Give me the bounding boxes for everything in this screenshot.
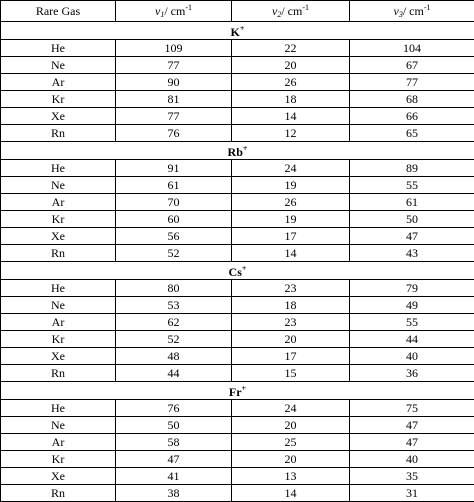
cell-v2: 18 [232, 297, 350, 314]
group-header-row [1, 262, 474, 280]
table-row [1, 468, 474, 485]
header-rare-gas: Rare Gas [1, 1, 116, 22]
cell-v2: 17 [232, 348, 350, 365]
cell-v2: 26 [232, 194, 350, 211]
cell-v3: 47 [350, 434, 474, 451]
cell-v3: 55 [350, 177, 474, 194]
cell-v3: 47 [350, 228, 474, 245]
cell-v1: 52 [116, 245, 232, 262]
table-row [1, 125, 474, 142]
cell-v3: 47 [350, 417, 474, 434]
cell-v2: 19 [232, 211, 350, 228]
cell-v2: 24 [232, 160, 350, 177]
cell-v2: 23 [232, 280, 350, 297]
cell-v1: 53 [116, 297, 232, 314]
cell-v2: 12 [232, 125, 350, 142]
table-row [1, 160, 474, 177]
cell-v3: 77 [350, 74, 474, 91]
cell-rare-gas: Xe [1, 348, 116, 365]
cell-rare-gas: Ne [1, 297, 116, 314]
cell-v1: 62 [116, 314, 232, 331]
cell-v1: 109 [116, 40, 232, 57]
cell-v1: 38 [116, 485, 232, 502]
cell-v1: 77 [116, 57, 232, 74]
table-row [1, 194, 474, 211]
table-row [1, 245, 474, 262]
cell-v3: 61 [350, 194, 474, 211]
cell-v2: 19 [232, 177, 350, 194]
table-row [1, 177, 474, 194]
cell-v3: 44 [350, 331, 474, 348]
cell-v1: 47 [116, 451, 232, 468]
cell-v3: 67 [350, 57, 474, 74]
cell-v2: 14 [232, 485, 350, 502]
ion-group-label: K+ [1, 22, 474, 40]
cell-v2: 24 [232, 400, 350, 417]
cell-rare-gas: Kr [1, 451, 116, 468]
cell-v1: 41 [116, 468, 232, 485]
cell-rare-gas: Rn [1, 125, 116, 142]
cell-v1: 77 [116, 108, 232, 125]
header-v1: $\nu_1/$ $cm^{-1}$ [116, 1, 232, 22]
cell-v1: 76 [116, 125, 232, 142]
cell-rare-gas: He [1, 400, 116, 417]
cell-rare-gas: Ar [1, 314, 116, 331]
cell-rare-gas: He [1, 160, 116, 177]
cell-v2: 14 [232, 245, 350, 262]
cell-v3: 40 [350, 348, 474, 365]
cell-v3: 89 [350, 160, 474, 177]
cell-v2: 14 [232, 108, 350, 125]
cell-rare-gas: Ar [1, 434, 116, 451]
cell-v1: 44 [116, 365, 232, 382]
table-row [1, 280, 474, 297]
table-row [1, 365, 474, 382]
table-row [1, 57, 474, 74]
cell-v1: 81 [116, 91, 232, 108]
table-row [1, 400, 474, 417]
table-row [1, 348, 474, 365]
table-row [1, 297, 474, 314]
cell-rare-gas: Ar [1, 194, 116, 211]
cell-v3: 68 [350, 91, 474, 108]
cell-v1: 58 [116, 434, 232, 451]
header-v2: $\nu_2/$ $cm^{-1}$ [232, 1, 350, 22]
table-row [1, 211, 474, 228]
cell-v1: 61 [116, 177, 232, 194]
table-row [1, 108, 474, 125]
cell-rare-gas: Xe [1, 108, 116, 125]
cell-v1: 70 [116, 194, 232, 211]
header-v3: $\nu_3/$ $cm^{-1}$ [350, 1, 474, 22]
cell-rare-gas: Rn [1, 245, 116, 262]
cell-rare-gas: Xe [1, 228, 116, 245]
cell-v2: 20 [232, 331, 350, 348]
cell-v2: 20 [232, 57, 350, 74]
ion-group-label: Cs+ [1, 262, 474, 280]
table-row [1, 40, 474, 57]
group-header-row [1, 382, 474, 400]
header-row [1, 1, 474, 22]
cell-rare-gas: Xe [1, 468, 116, 485]
cell-v2: 26 [232, 74, 350, 91]
cell-v2: 22 [232, 40, 350, 57]
cell-v1: 91 [116, 160, 232, 177]
table-row [1, 451, 474, 468]
cell-v3: 31 [350, 485, 474, 502]
cell-v3: 40 [350, 451, 474, 468]
cell-rare-gas: Kr [1, 331, 116, 348]
table-row [1, 91, 474, 108]
cell-v2: 23 [232, 314, 350, 331]
cell-v1: 60 [116, 211, 232, 228]
cell-v2: 13 [232, 468, 350, 485]
cell-v3: 65 [350, 125, 474, 142]
cell-v1: 50 [116, 417, 232, 434]
cell-rare-gas: Kr [1, 91, 116, 108]
cell-v2: 17 [232, 228, 350, 245]
table-row [1, 417, 474, 434]
table-row [1, 485, 474, 502]
cell-rare-gas: Rn [1, 485, 116, 502]
cell-v2: 25 [232, 434, 350, 451]
group-header-row [1, 22, 474, 40]
cell-v3: 35 [350, 468, 474, 485]
cell-v1: 56 [116, 228, 232, 245]
cell-v3: 75 [350, 400, 474, 417]
cell-v3: 55 [350, 314, 474, 331]
table-row [1, 314, 474, 331]
cell-rare-gas: Rn [1, 365, 116, 382]
cell-v2: 15 [232, 365, 350, 382]
cell-rare-gas: He [1, 280, 116, 297]
cell-v3: 36 [350, 365, 474, 382]
cell-v3: 50 [350, 211, 474, 228]
table-row [1, 228, 474, 245]
cell-v2: 20 [232, 417, 350, 434]
ion-group-label: Fr+ [1, 382, 474, 400]
table-row [1, 434, 474, 451]
cell-v3: 49 [350, 297, 474, 314]
cell-v2: 18 [232, 91, 350, 108]
cell-rare-gas: He [1, 40, 116, 57]
cell-rare-gas: Kr [1, 211, 116, 228]
cell-rare-gas: Ne [1, 177, 116, 194]
cell-v3: 104 [350, 40, 474, 57]
table-body [1, 22, 474, 502]
table-row [1, 74, 474, 91]
cell-v1: 80 [116, 280, 232, 297]
cell-v1: 48 [116, 348, 232, 365]
cell-rare-gas: Ne [1, 57, 116, 74]
cell-v1: 76 [116, 400, 232, 417]
table-row [1, 331, 474, 348]
cell-v1: 90 [116, 74, 232, 91]
cell-v3: 66 [350, 108, 474, 125]
cell-v3: 43 [350, 245, 474, 262]
group-header-row [1, 142, 474, 160]
ion-group-label: Rb+ [1, 142, 474, 160]
cell-v3: 79 [350, 280, 474, 297]
cell-v1: 52 [116, 331, 232, 348]
cell-rare-gas: Ne [1, 417, 116, 434]
cell-v2: 20 [232, 451, 350, 468]
cell-rare-gas: Ar [1, 74, 116, 91]
